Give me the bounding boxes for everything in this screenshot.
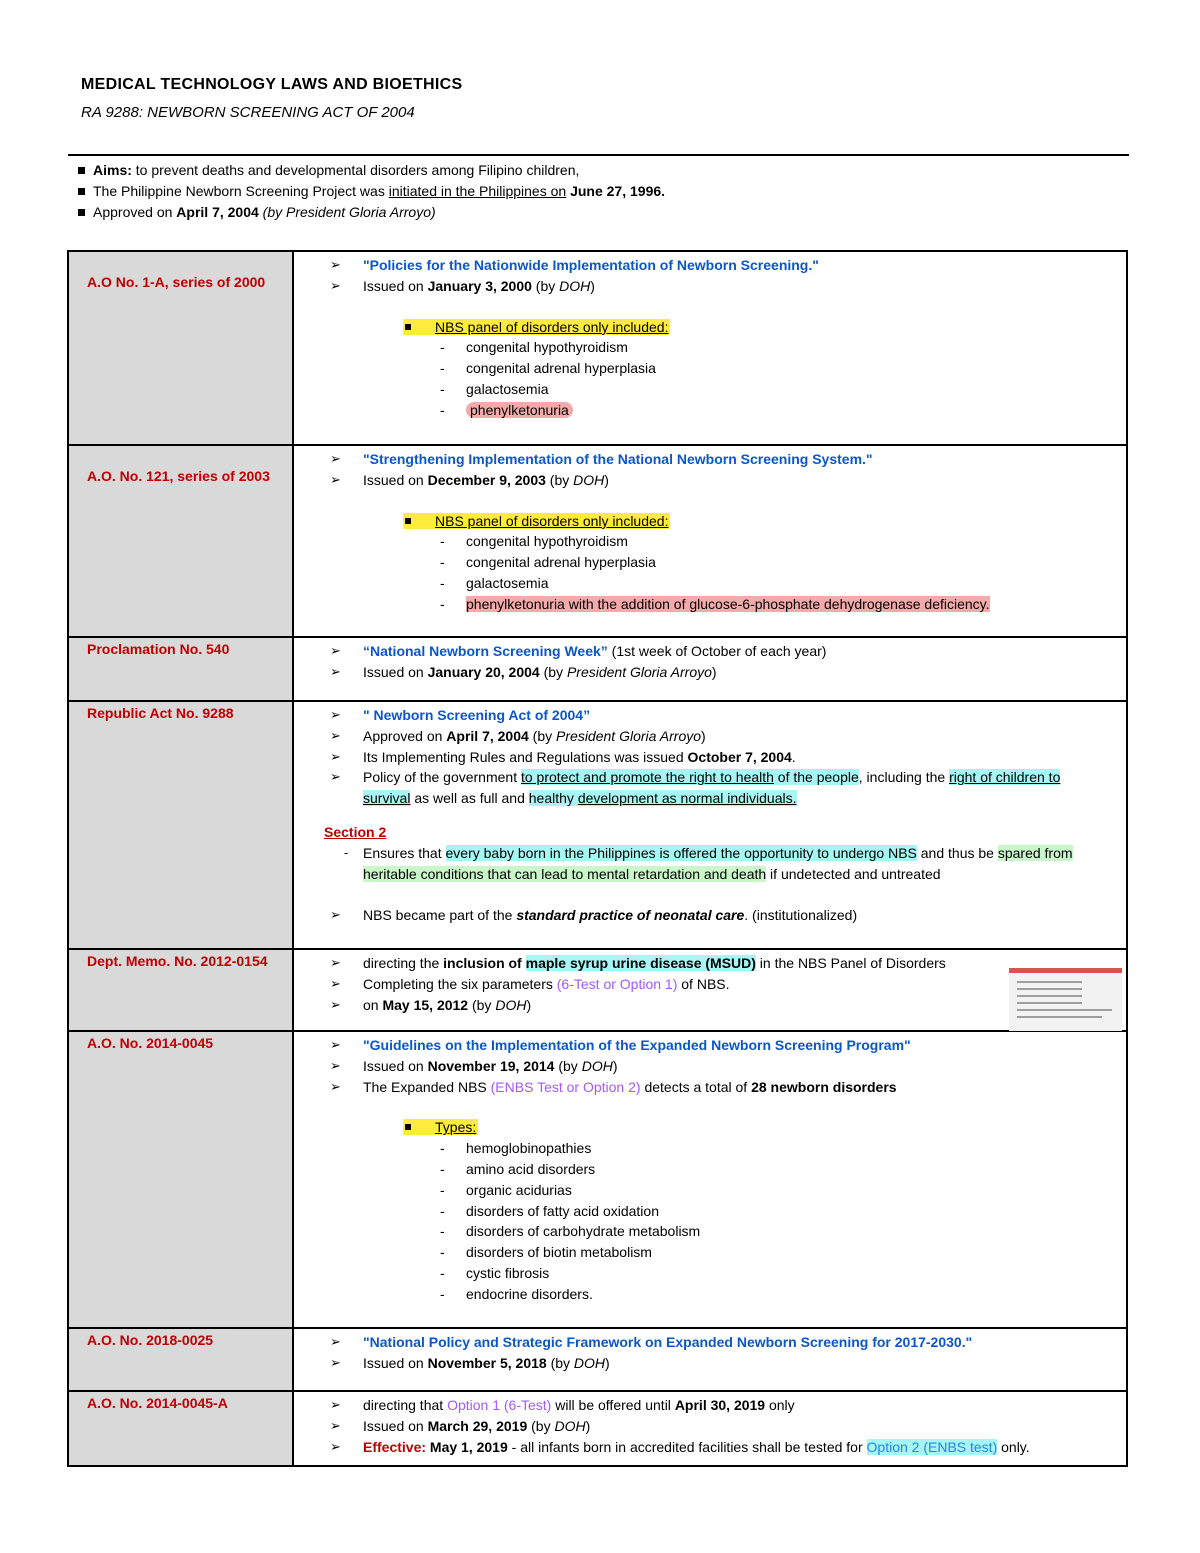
list-item: - congenital hypothyroidism: [440, 339, 628, 356]
arrowhead-bullet-icon: ➢: [330, 1438, 341, 1454]
arrowhead-bullet-icon: ➢: [330, 643, 341, 658]
arrowhead-bullet-icon: ➢: [330, 748, 341, 764]
table-row: Dept. Memo. No. 2012-0154 ➢ directing the inclusion of maple syrup urine disease (MSUD) in the NBS Panel of Disorders ➢ Completing the six parameters (6-Test or Option 1) of NBS. ➢ on May 15, 2012 (by DOH): [68, 949, 1127, 1031]
law-label: A.O. No. 2014-0045-A: [87, 1395, 228, 1411]
square-bullet-icon: [405, 1124, 411, 1130]
title-divider: [68, 154, 1129, 156]
arrowhead-bullet-icon: ➢: [330, 707, 341, 722]
law-label: A.O. No. 2014-0045: [87, 1035, 214, 1051]
list-item: - disorders of carbohydrate metabolism: [440, 1223, 701, 1240]
arrowhead-bullet-icon: ➢: [330, 1397, 341, 1412]
square-bullet-icon: [78, 188, 85, 195]
list-item: - phenylketonuria: [330, 400, 1126, 421]
list-item: - galactosemia: [440, 574, 549, 591]
table-row: A.O. No. 2018-0025 ➢ "National Policy and Strategic Framework on Expanded Newborn Screening for 2017-2030." ➢ Issued on November 5, 2018 (by DOH): [68, 1328, 1127, 1391]
arrowhead-bullet-icon: ➢: [330, 451, 341, 466]
law-label: Proclamation No. 540: [87, 641, 230, 657]
law-label: Dept. Memo. No. 2012-0154: [87, 953, 268, 969]
table-row: A.O. No. 121, series of 2003 ➢ "Strengthening Implementation of the National Newborn Screening System." ➢ Issued on December 9, 2003 (by DOH) NBS panel of disorders only included: - congenital hypothyroidism - congenital adrenal hyperplasia - galactosemia - phenylketonuria with the addition of glucose-6-phosphate dehydrogenase deficiency.: [68, 445, 1127, 637]
arrowhead-bullet-icon: ➢: [330, 1354, 341, 1370]
list-item: - cystic fibrosis: [440, 1264, 550, 1281]
square-bullet-icon: [405, 324, 411, 330]
law-label: A.O. No. 121, series of 2003: [87, 468, 270, 484]
slide-thumbnail-image: [1009, 968, 1122, 1031]
arrowhead-bullet-icon: ➢: [330, 277, 341, 293]
list-item: - phenylketonuria with the addition of glucose-6-phosphate dehydrogenase deficiency.: [440, 595, 990, 612]
arrowhead-bullet-icon: ➢: [330, 996, 341, 1012]
arrowhead-bullet-icon: ➢: [330, 727, 341, 743]
table-row: A.O. No. 2014-0045 ➢ "Guidelines on the Implementation of the Expanded Newborn Screening Program" ➢ Issued on November 19, 2014 (by DOH) ➢ The Expanded NBS (ENBS Test or Option 2) detects a total of 28 newborn disorders Types: - hemoglobinopathies - amino acid disorders - organic acidurias - disorders of fatty acid oxidation - disorders of carbohydrate metabolism - disorders of biotin metabolism - cystic fibrosis - endocrine disorders.: [68, 1031, 1127, 1328]
arrowhead-bullet-icon: ➢: [330, 1037, 341, 1052]
arrowhead-bullet-icon: ➢: [330, 1334, 341, 1349]
intro-item-project: The Philippine Newborn Screening Project was initiated in the Philippines on June 27, 1996.: [78, 181, 665, 202]
panel-heading: Types:: [435, 1119, 477, 1136]
page-title: MEDICAL TECHNOLOGY LAWS AND BIOETHICS: [81, 76, 463, 93]
table-row: A.O No. 1-A, series of 2000 ➢ "Policies for the Nationwide Implementation of Newborn Screening." ➢ Issued on January 3, 2000 (by DOH) NBS panel of disorders only included: - congenital hypothyroidism - congenital adrenal hyperplasia - galactosemia - phenylketonuria: [68, 251, 1127, 445]
list-item: - hemoglobinopathies: [440, 1140, 592, 1157]
law-label: A.O No. 1-A, series of 2000: [87, 274, 266, 290]
arrowhead-bullet-icon: ➢: [330, 906, 341, 922]
section-heading: Section 2: [324, 823, 387, 840]
square-bullet-icon: [78, 209, 85, 216]
table-row: Republic Act No. 9288 ➢ " Newborn Screening Act of 2004” ➢ Approved on April 7, 2004 (by President Gloria Arroyo) ➢ Its Implementing Rules and Regulations was issued October 7, 2004. ➢ Policy of the government to protect and promote the right to health of the people, including the right of children to survival as well as full and healthy development as normal individuals. Section 2 - Ensures that every baby born in the Philippines is offered the opportunity to undergo NBS and thus be spared from heritable conditions that can lead to mental retardation and death if undetected and untreated ➢ NBS became part of the standard practice of neonatal care. (institutionalized): [68, 701, 1127, 949]
arrowhead-bullet-icon: ➢: [330, 663, 341, 679]
square-bullet-icon: [405, 518, 411, 524]
arrowhead-bullet-icon: ➢: [330, 1057, 341, 1073]
list-item: - congenital adrenal hyperplasia: [440, 554, 656, 571]
law-label: A.O. No. 2018-0025: [87, 1332, 214, 1348]
arrowhead-bullet-icon: ➢: [330, 257, 341, 272]
list-item: - disorders of biotin metabolism: [440, 1244, 652, 1261]
list-item: - galactosemia: [440, 380, 549, 397]
law-label: Republic Act No. 9288: [87, 705, 234, 721]
intro-list: [78, 160, 665, 223]
list-item: - organic acidurias: [440, 1181, 572, 1198]
panel-heading: NBS panel of disorders only included:: [435, 318, 669, 335]
arrowhead-bullet-icon: ➢: [330, 471, 341, 487]
arrowhead-bullet-icon: ➢: [330, 1078, 341, 1094]
list-item: - disorders of fatty acid oxidation: [440, 1202, 659, 1219]
arrowhead-bullet-icon: ➢: [330, 1417, 341, 1433]
square-bullet-icon: [78, 167, 85, 174]
list-item: - congenital adrenal hyperplasia: [440, 360, 656, 377]
arrowhead-bullet-icon: ➢: [330, 769, 341, 785]
table-row: A.O. No. 2014-0045-A ➢ directing that Option 1 (6-Test) will be offered until April 30, 2019 only ➢ Issued on March 29, 2019 (by DOH) ➢ Effective: May 1, 2019 - all infants born in accredited facilities shall be tested for Option 2 (ENBS test) only.: [68, 1391, 1127, 1466]
table-row: Proclamation No. 540 ➢ “National Newborn Screening Week” (1st week of October of each year) ➢ Issued on January 20, 2004 (by President Gloria Arroyo): [68, 637, 1127, 701]
list-item: - endocrine disorders.: [440, 1285, 593, 1302]
intro-item-approved: Approved on April 7, 2004 (by President Gloria Arroyo): [78, 202, 665, 223]
law-table: [67, 250, 1128, 1467]
panel-heading: NBS panel of disorders only included:: [435, 512, 669, 529]
arrowhead-bullet-icon: ➢: [330, 955, 341, 970]
page-subtitle: RA 9288: NEWBORN SCREENING ACT OF 2004: [81, 104, 415, 121]
list-item: - congenital hypothyroidism: [440, 533, 628, 550]
arrowhead-bullet-icon: ➢: [330, 975, 341, 991]
list-item: - amino acid disorders: [440, 1160, 596, 1177]
intro-item-aims: Aims: to prevent deaths and developmental disorders among Filipino children,: [78, 160, 665, 181]
